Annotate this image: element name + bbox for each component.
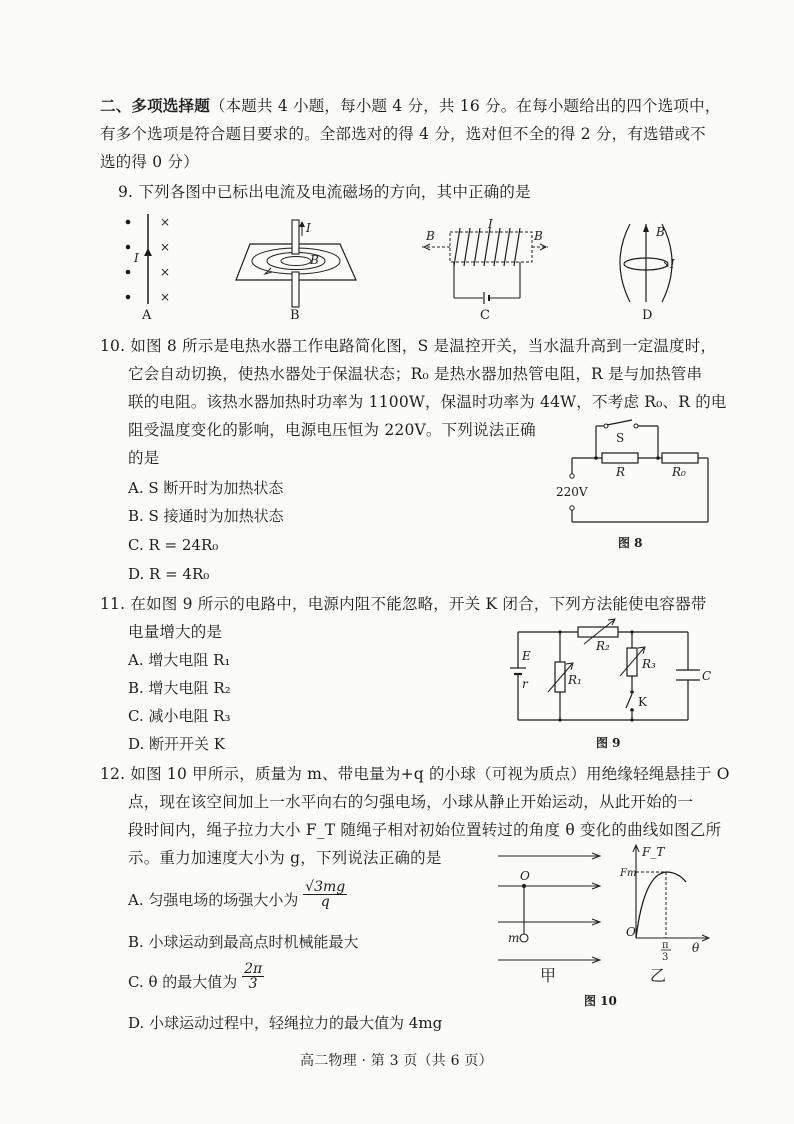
q12-figure-yi-graph [618, 842, 714, 966]
q12-option-c-numerator: 2π [244, 960, 263, 977]
q9-label-d: D [642, 308, 653, 323]
q10-option-b: B. S 接通时为加热状态 [128, 507, 284, 525]
q12-option-c-fraction [242, 962, 264, 991]
q11-emf-label: E [522, 649, 531, 663]
q10-option-c: C. R = 24R₀ [128, 536, 219, 554]
q12-option-a-text: A. 匀强电场的场强大小为 [128, 891, 299, 909]
q10-r0-label: R₀ [672, 465, 686, 479]
q9-d-current-label: I [670, 257, 675, 271]
section-heading: 二、多项选择题 [100, 96, 210, 115]
q12-label-yi: 乙 [650, 966, 667, 985]
q9-figure-a [120, 212, 180, 312]
q11-r1-label: R₁ [568, 673, 582, 687]
q9-c-field-left-label: B [426, 229, 435, 243]
q10-option-a: A. S 断开时为加热状态 [128, 479, 284, 497]
q12-origin-label: O [626, 925, 636, 939]
q12-line-1: 12. 如图 10 甲所示，质量为 m、带电量为+q 的小球（可视为质点）用绝缘轻绳悬挂于 O [100, 765, 730, 783]
svg-text:×: × [160, 215, 171, 229]
q12-x-tick-denominator: 3 [662, 952, 669, 963]
q10-line-5: 的是 [128, 449, 160, 467]
q12-fm-label: Fm [620, 868, 637, 879]
q11-option-d: D. 断开开关 K [128, 735, 226, 753]
q9-figure-d [606, 220, 686, 310]
q12-line-2: 点，现在该空间加上一水平向右的匀强电场，小球从静止开始运动，从此开始的一 [128, 793, 694, 811]
q10-figure-caption: 图 8 [618, 536, 643, 550]
q11-r2-label: R₂ [596, 639, 610, 653]
q9-d-field-label: B [656, 225, 665, 239]
svg-text:×: × [160, 290, 171, 304]
q11-option-b: B. 增大电阻 R₂ [128, 679, 231, 697]
q10-r-label: R [616, 465, 626, 479]
section-rule-line-3: 选的得 0 分） [100, 153, 199, 171]
q11-option-a: A. 增大电阻 R₁ [128, 651, 231, 669]
q12-x-tick-numerator: π [662, 940, 669, 951]
q12-option-a-numerator: √3mg [305, 878, 346, 895]
q10-line-4: 阻受温度变化的影响，电源电压恒为 220V。下列说法正确 [128, 421, 536, 439]
q12-option-a [128, 878, 347, 910]
q11-capacitor-label: C [702, 669, 712, 683]
q9-label-a: A [142, 308, 152, 323]
q9-figure-c [420, 218, 550, 308]
q9-label-c: C [480, 308, 490, 323]
q12-y-axis-label: F_T [642, 845, 665, 859]
q12-figure-caption: 图 10 [584, 994, 617, 1008]
q9-c-current-label: I [488, 217, 493, 231]
q11-internal-r-label: r [522, 677, 528, 691]
q11-circuit-figure [508, 624, 718, 728]
q12-label-jia: 甲 [540, 966, 557, 985]
q12-line-4: 示。重力加速度大小为 g，下列说法正确的是 [128, 849, 442, 867]
q11-switch-label: K [638, 695, 647, 709]
q10-option-d: D. R = 4R₀ [128, 565, 210, 583]
q12-option-c-text: C. θ 的最大值为 [128, 973, 238, 991]
q10-line-2: 它会自动切换，使热水器处于保温状态；R₀ 是热水器加热管电阻，R 是与加热管串 [128, 365, 703, 383]
q10-line-3: 联的电阻。该热水器加热时功率为 1100W，保温时功率为 44W，不考虑 R₀、R 的电 [128, 393, 727, 411]
q10-voltage-label: 220V [556, 485, 588, 499]
q11-line-2: 电量增大的是 [128, 623, 223, 641]
q12-point-o-label: O [520, 869, 530, 883]
q9-label-b: B [290, 308, 300, 323]
q10-circuit-figure [552, 420, 722, 530]
page-footer: 高二物理 · 第 3 页（共 6 页） [300, 1053, 493, 1069]
section-rule-line-2: 有多个选项是符合题目要求的。全部选对的得 4 分，选对但不全的得 2 分，有选错或不 [100, 125, 706, 143]
q12-option-a-denominator: q [320, 893, 330, 910]
section-rule-line-1: （本题共 4 小题，每小题 4 分，共 16 分。在每小题给出的四个选项中， [209, 97, 721, 115]
q11-line-1: 11. 在如图 9 所示的电路中，电源内阻不能忽略，开关 K 闭合，下列方法能使电容器带 [100, 595, 707, 613]
q12-mass-label: m [508, 931, 520, 945]
q12-option-b: B. 小球运动到最高点时机械能最大 [128, 933, 359, 951]
svg-text:×: × [160, 265, 171, 279]
q9-c-field-right-label: B [534, 229, 543, 243]
section-instructions [100, 96, 721, 116]
svg-text:×: × [160, 240, 171, 254]
q9-stem: 9. 下列各图中已标出电流及电流磁场的方向，其中正确的是 [118, 183, 531, 201]
q12-option-d: D. 小球运动过程中，轻绳拉力的最大值为 4mg [128, 1014, 443, 1032]
q9-figure-b [232, 216, 362, 311]
q10-line-1: 10. 如图 8 所示是电热水器工作电路简化图，S 是温控开关，当水温升高到一定温度时， [100, 337, 717, 355]
q11-figure-caption: 图 9 [596, 736, 621, 750]
q10-switch-label: S [616, 431, 625, 445]
q12-x-axis-label: θ [692, 941, 700, 955]
q9-b-current-label: I [306, 221, 311, 235]
q9-b-field-label: B [310, 253, 319, 267]
q11-option-c: C. 减小电阻 R₃ [128, 707, 231, 725]
q12-figure-jia [494, 848, 606, 978]
q12-option-c-denominator: 3 [248, 975, 258, 992]
q12-line-3: 段时间内，绳子拉力大小 F_T 随绳子相对初始位置转过的角度 θ 变化的曲线如图乙所 [128, 821, 722, 839]
q9-a-current-label: I [134, 251, 139, 265]
q11-r3-label: R₃ [642, 657, 656, 671]
q12-option-a-fraction [303, 880, 347, 909]
